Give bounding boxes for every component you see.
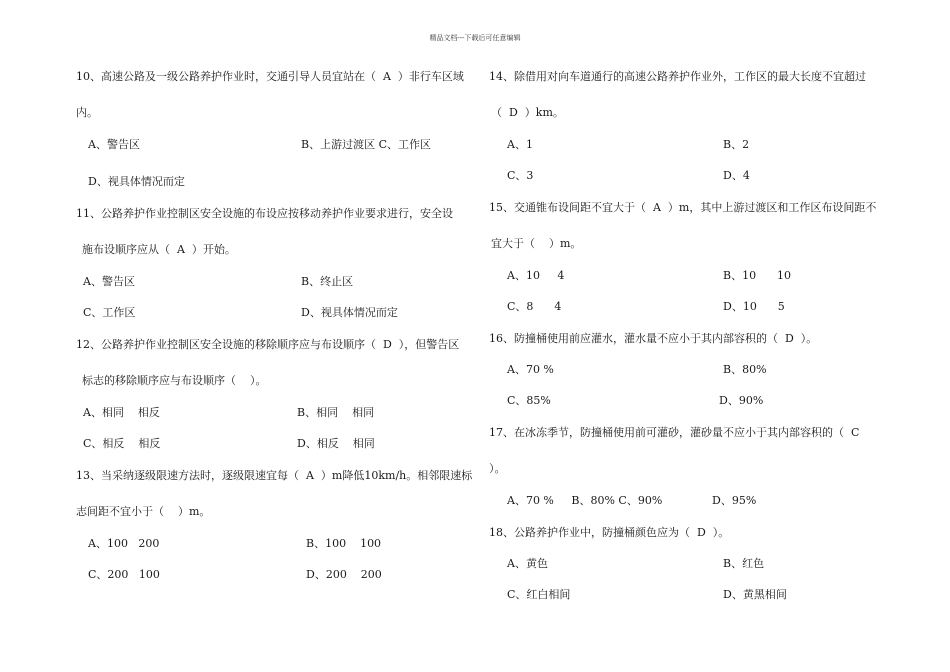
question-15-option-c: C、8 4 <box>507 300 562 313</box>
question-18-line1: 18、公路养护作业中，防撞桶颜色应为（ D ）。 <box>489 526 730 539</box>
question-16-option-a: A、70 % <box>507 363 554 376</box>
question-14-option-d: D、4 <box>723 169 750 182</box>
question-16-line1: 16、防撞桶使用前应灌水，灌水量不应小于其内部容积的（ D ）。 <box>489 332 818 345</box>
question-16-option-b: B、80% <box>723 363 767 376</box>
question-11-line1: 11、公路养护作业控制区安全设施的布设应按移动养护作业要求进行，安全设 <box>76 207 453 220</box>
question-13-option-c: C、200 100 <box>88 568 160 581</box>
question-11-option-a: A、警告区 <box>83 275 135 288</box>
question-18-option-b: B、红色 <box>723 557 765 570</box>
question-18-option-a: A、黄色 <box>507 557 548 570</box>
question-13-line2: 志间距不宜小于（ ）m。 <box>76 505 211 518</box>
question-11-line2: 施布设顺序应从（ A ）开始。 <box>82 243 236 256</box>
question-14-option-b: B、2 <box>723 138 750 151</box>
question-14-option-c: C、3 <box>507 169 534 182</box>
question-11-option-d: D、视具体情况而定 <box>301 306 398 319</box>
question-10-option-d: D、视具体情况而定 <box>88 175 185 188</box>
question-13-option-b: B、100 100 <box>306 537 382 550</box>
question-13-option-a: A、100 200 <box>88 537 160 550</box>
question-11-option-b: B、终止区 <box>301 275 354 288</box>
question-14-option-a: A、1 <box>507 138 533 151</box>
question-15-line1: 15、交通锥布设间距不宜大于（ A ）m，其中上游过渡区和工作区布设间距不 <box>489 201 877 214</box>
question-12-option-d: D、相反 相同 <box>297 437 375 450</box>
question-16-option-c: C、85% <box>507 394 551 407</box>
page-header: 精品文档---下载后可任意编辑 <box>429 34 521 42</box>
question-12-option-b: B、相同 相同 <box>297 406 375 419</box>
question-17-options-abc: A、70 % B、80% C、90% <box>507 494 663 507</box>
question-11-option-c: C、工作区 <box>83 306 136 319</box>
question-14-line1: 14、除借用对向车道通行的高速公路养护作业外，工作区的最大长度不宜超过 <box>489 70 866 83</box>
question-12-option-c: C、相反 相反 <box>83 437 161 450</box>
question-13-line1: 13、当采纳逐级限速方法时，逐级限速宜每（ A ）m降低10km/h。相邻限速标 <box>76 469 473 482</box>
question-12-line2: 标志的移除顺序应与布设顺序（ ）。 <box>82 374 267 387</box>
question-12-option-a: A、相同 相反 <box>83 406 160 419</box>
question-14-line2: （ D ）km。 <box>491 106 564 119</box>
question-15-line2: 宜大于（ ）m。 <box>491 237 582 250</box>
question-15-option-b: B、10 10 <box>723 269 792 282</box>
question-13-option-d: D、200 200 <box>306 568 382 581</box>
question-10-option-b: B、上游过渡区 C、工作区 <box>301 138 431 151</box>
question-17-line1: 17、在冰冻季节，防撞桶使用前可灌砂，灌砂量不应小于其内部容积的（ C <box>489 426 860 439</box>
question-15-option-d: D、10 5 <box>723 300 785 313</box>
question-15-option-a: A、10 4 <box>507 269 565 282</box>
question-18-option-d: D、黄黑相间 <box>723 588 787 601</box>
question-18-option-c: C、红白相间 <box>507 588 571 601</box>
question-10-line2: 内。 <box>76 106 98 119</box>
question-17-option-d: D、95% <box>712 494 757 507</box>
question-16-option-d: D、90% <box>719 394 764 407</box>
question-12-line1: 12、公路养护作业控制区安全设施的移除顺序应与布设顺序（ D ），但警告区 <box>76 338 460 351</box>
question-17-line2: ）。 <box>489 462 506 475</box>
question-10-line1: 10、高速公路及一级公路养护作业时，交通引导人员宜站在（ A ）非行车区域 <box>76 70 464 83</box>
question-10-option-a: A、警告区 <box>88 138 140 151</box>
